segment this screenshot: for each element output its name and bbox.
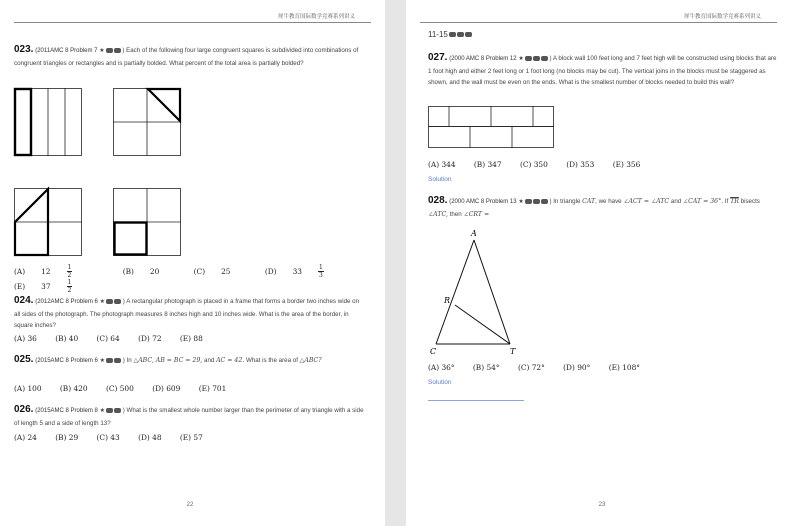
problem-024 [14, 295, 366, 332]
solution-link-028[interactable]: Solution [428, 379, 452, 386]
difficulty-badge-icon [465, 32, 472, 37]
choice-a: (A) 24 [14, 433, 37, 442]
choice-b: (B) 40 [55, 334, 79, 343]
difficulty-badge-icon [541, 56, 548, 61]
difficulty-badge-icon [114, 358, 121, 363]
difficulty-badge-icon [114, 48, 121, 53]
triangle-cat-figure [424, 226, 534, 356]
problem-source: (2015AMC 8 Problem 8 [35, 408, 98, 414]
choice-c: (C) 72° [517, 363, 545, 372]
choices-023 [14, 264, 385, 294]
choice-d: (D) 609 [152, 384, 181, 393]
vertex-t-label: T [510, 347, 516, 356]
page-header: 犀牛教育国际数学竞赛系列讲义 [683, 14, 761, 20]
choice-d: (D) 48 [138, 433, 162, 442]
choice-e: (E) 37 $\frac{1}{2}$ [14, 279, 72, 294]
problem-number: 028. [428, 195, 448, 206]
choice-e: (E) 356 [612, 160, 641, 169]
problem-028: 028. (2000 AMC 8 Problem 13 ★ ) In triangle CAT, we have ∠ACT = ∠ATC and ∠CAT = 36°. If $\overline{TR}$ bisects ∠ATC, then ∠CRT = [428, 195, 760, 218]
star-icon: ★ [518, 56, 524, 62]
difficulty-badge-icon [106, 299, 113, 304]
vertex-r-label: R [444, 296, 451, 305]
page-header: 犀牛教育国际数学竞赛系列讲义 [277, 14, 355, 20]
problem-number: 025. [14, 354, 34, 365]
problem-source: (2011AMC 8 Problem 7 [35, 48, 98, 54]
choice-b: (B) 29 [55, 433, 79, 442]
choices-024 [14, 334, 219, 343]
choice-a: (A) 12 $\frac{1}{2}$ [14, 264, 72, 279]
vertex-c-label: C [430, 347, 437, 356]
problem-text: ) What is the smallest whole number larger than the perimeter of any triangle with a side of length 5 and a side of length 13? [14, 407, 364, 427]
square-figure-1 [14, 88, 82, 156]
square-figure-3 [14, 188, 82, 256]
section-heading: 11-15 [428, 30, 472, 39]
problem-025: 025. (2015AMC 8 Problem 6 ★ ) In △ABC, AB = BC = 29, and AC = 42. What is the area of △ABC? [14, 354, 322, 365]
choice-b: (B) 420 [59, 384, 88, 393]
star-icon: ★ [99, 408, 106, 414]
page-23 [406, 0, 791, 526]
problem-source: (2000 AMC 8 Problem 12 [449, 56, 517, 62]
choice-d: (D) 90° [563, 363, 591, 372]
difficulty-badge-icon [114, 299, 121, 304]
choice-b: (B) 20 [122, 266, 160, 276]
choice-c: (C) 500 [105, 384, 134, 393]
difficulty-badge-icon [106, 408, 113, 413]
choice-c: (C) 64 [96, 334, 120, 343]
choice-d: (D) 353 [566, 160, 595, 169]
choice-d: (D) 33 $\frac{1}{3}$ [264, 264, 323, 279]
difficulty-badge-icon [449, 32, 456, 37]
choice-e: (E) 57 [179, 433, 203, 442]
choice-e: (E) 108° [608, 363, 641, 372]
solution-link-027[interactable]: Solution [428, 176, 452, 183]
page-number: 23 [598, 502, 606, 508]
star-icon: ★ [99, 299, 106, 305]
vertex-a-label: A [471, 229, 477, 238]
choice-a: (A) 344 [428, 160, 456, 169]
difficulty-badge-icon [541, 199, 548, 204]
difficulty-badge-icon [106, 48, 113, 53]
choice-b: (B) 54° [472, 363, 500, 372]
footnote-rule [428, 400, 524, 401]
problem-source: (2015AMC 8 Problem 6 [35, 358, 98, 364]
square-figure-2 [113, 88, 181, 156]
choice-a: (A) 36 [14, 334, 37, 343]
problem-023 [14, 44, 366, 69]
problem-027 [428, 52, 778, 89]
choice-c: (C) 43 [96, 433, 120, 442]
problem-number: 024. [14, 295, 34, 306]
choice-e: (E) 701 [198, 384, 227, 393]
problem-number: 027. [428, 52, 448, 63]
choice-c: (C) 350 [519, 160, 548, 169]
choice-d: (D) 72 [138, 334, 162, 343]
problem-number: 026. [14, 404, 34, 415]
problem-026 [14, 404, 366, 429]
difficulty-badge-icon [106, 358, 113, 363]
choices-027 [428, 160, 656, 169]
difficulty-badge-icon [533, 56, 540, 61]
choice-c: (C) 25 [193, 266, 231, 276]
difficulty-badge-icon [525, 56, 532, 61]
problem-source: (2000 AMC 8 Problem 13 [449, 199, 517, 205]
square-figure-4 [113, 188, 181, 256]
block-wall-figure [428, 106, 556, 150]
star-icon: ★ [99, 48, 105, 54]
problem-source: (2012AMC 8 Problem 6 [35, 299, 98, 305]
choice-a: (A) 100 [14, 384, 42, 393]
difficulty-badge-icon [457, 32, 464, 37]
problem-number: 023. [14, 44, 34, 55]
choice-b: (B) 347 [473, 160, 502, 169]
page-22 [0, 0, 385, 526]
page-number: 22 [186, 502, 194, 508]
difficulty-badge-icon [525, 199, 532, 204]
choice-e: (E) 88 [179, 334, 203, 343]
choices-028 [428, 363, 656, 372]
choices-026 [14, 433, 219, 442]
difficulty-badge-icon [114, 408, 121, 413]
header-rule [420, 22, 777, 23]
star-icon: ★ [518, 199, 524, 205]
choice-a: (A) 36° [428, 363, 455, 372]
problem-text: ) A block wall 100 feet long and 7 feet high will be constructed using blocks that are 1 foot high and either 2 feet long or 1 foot long (no blocks may be cut). The vertical joins in the blocks must be staggered as shown, and the wall must be even on the ends. What is the smallest number of blocks needed to build this wall? [428, 55, 777, 86]
problem-text: ) A rectangular photograph is placed in a frame that forms a border two inches wide on all sides of the photograph. The photograph measures 8 inches high and 10 inches wide. What is the area of the border, in square inches? [14, 298, 360, 329]
header-rule [14, 22, 371, 23]
difficulty-badge-icon [533, 199, 540, 204]
choices-025 [14, 384, 242, 393]
problem-text: ) Each of the following four large congruent squares is subdivided into combinations of congruent triangles or rectangles and is partially bolded. What percent of the total area is partially bolded? [14, 47, 359, 67]
star-icon: ★ [99, 358, 106, 364]
